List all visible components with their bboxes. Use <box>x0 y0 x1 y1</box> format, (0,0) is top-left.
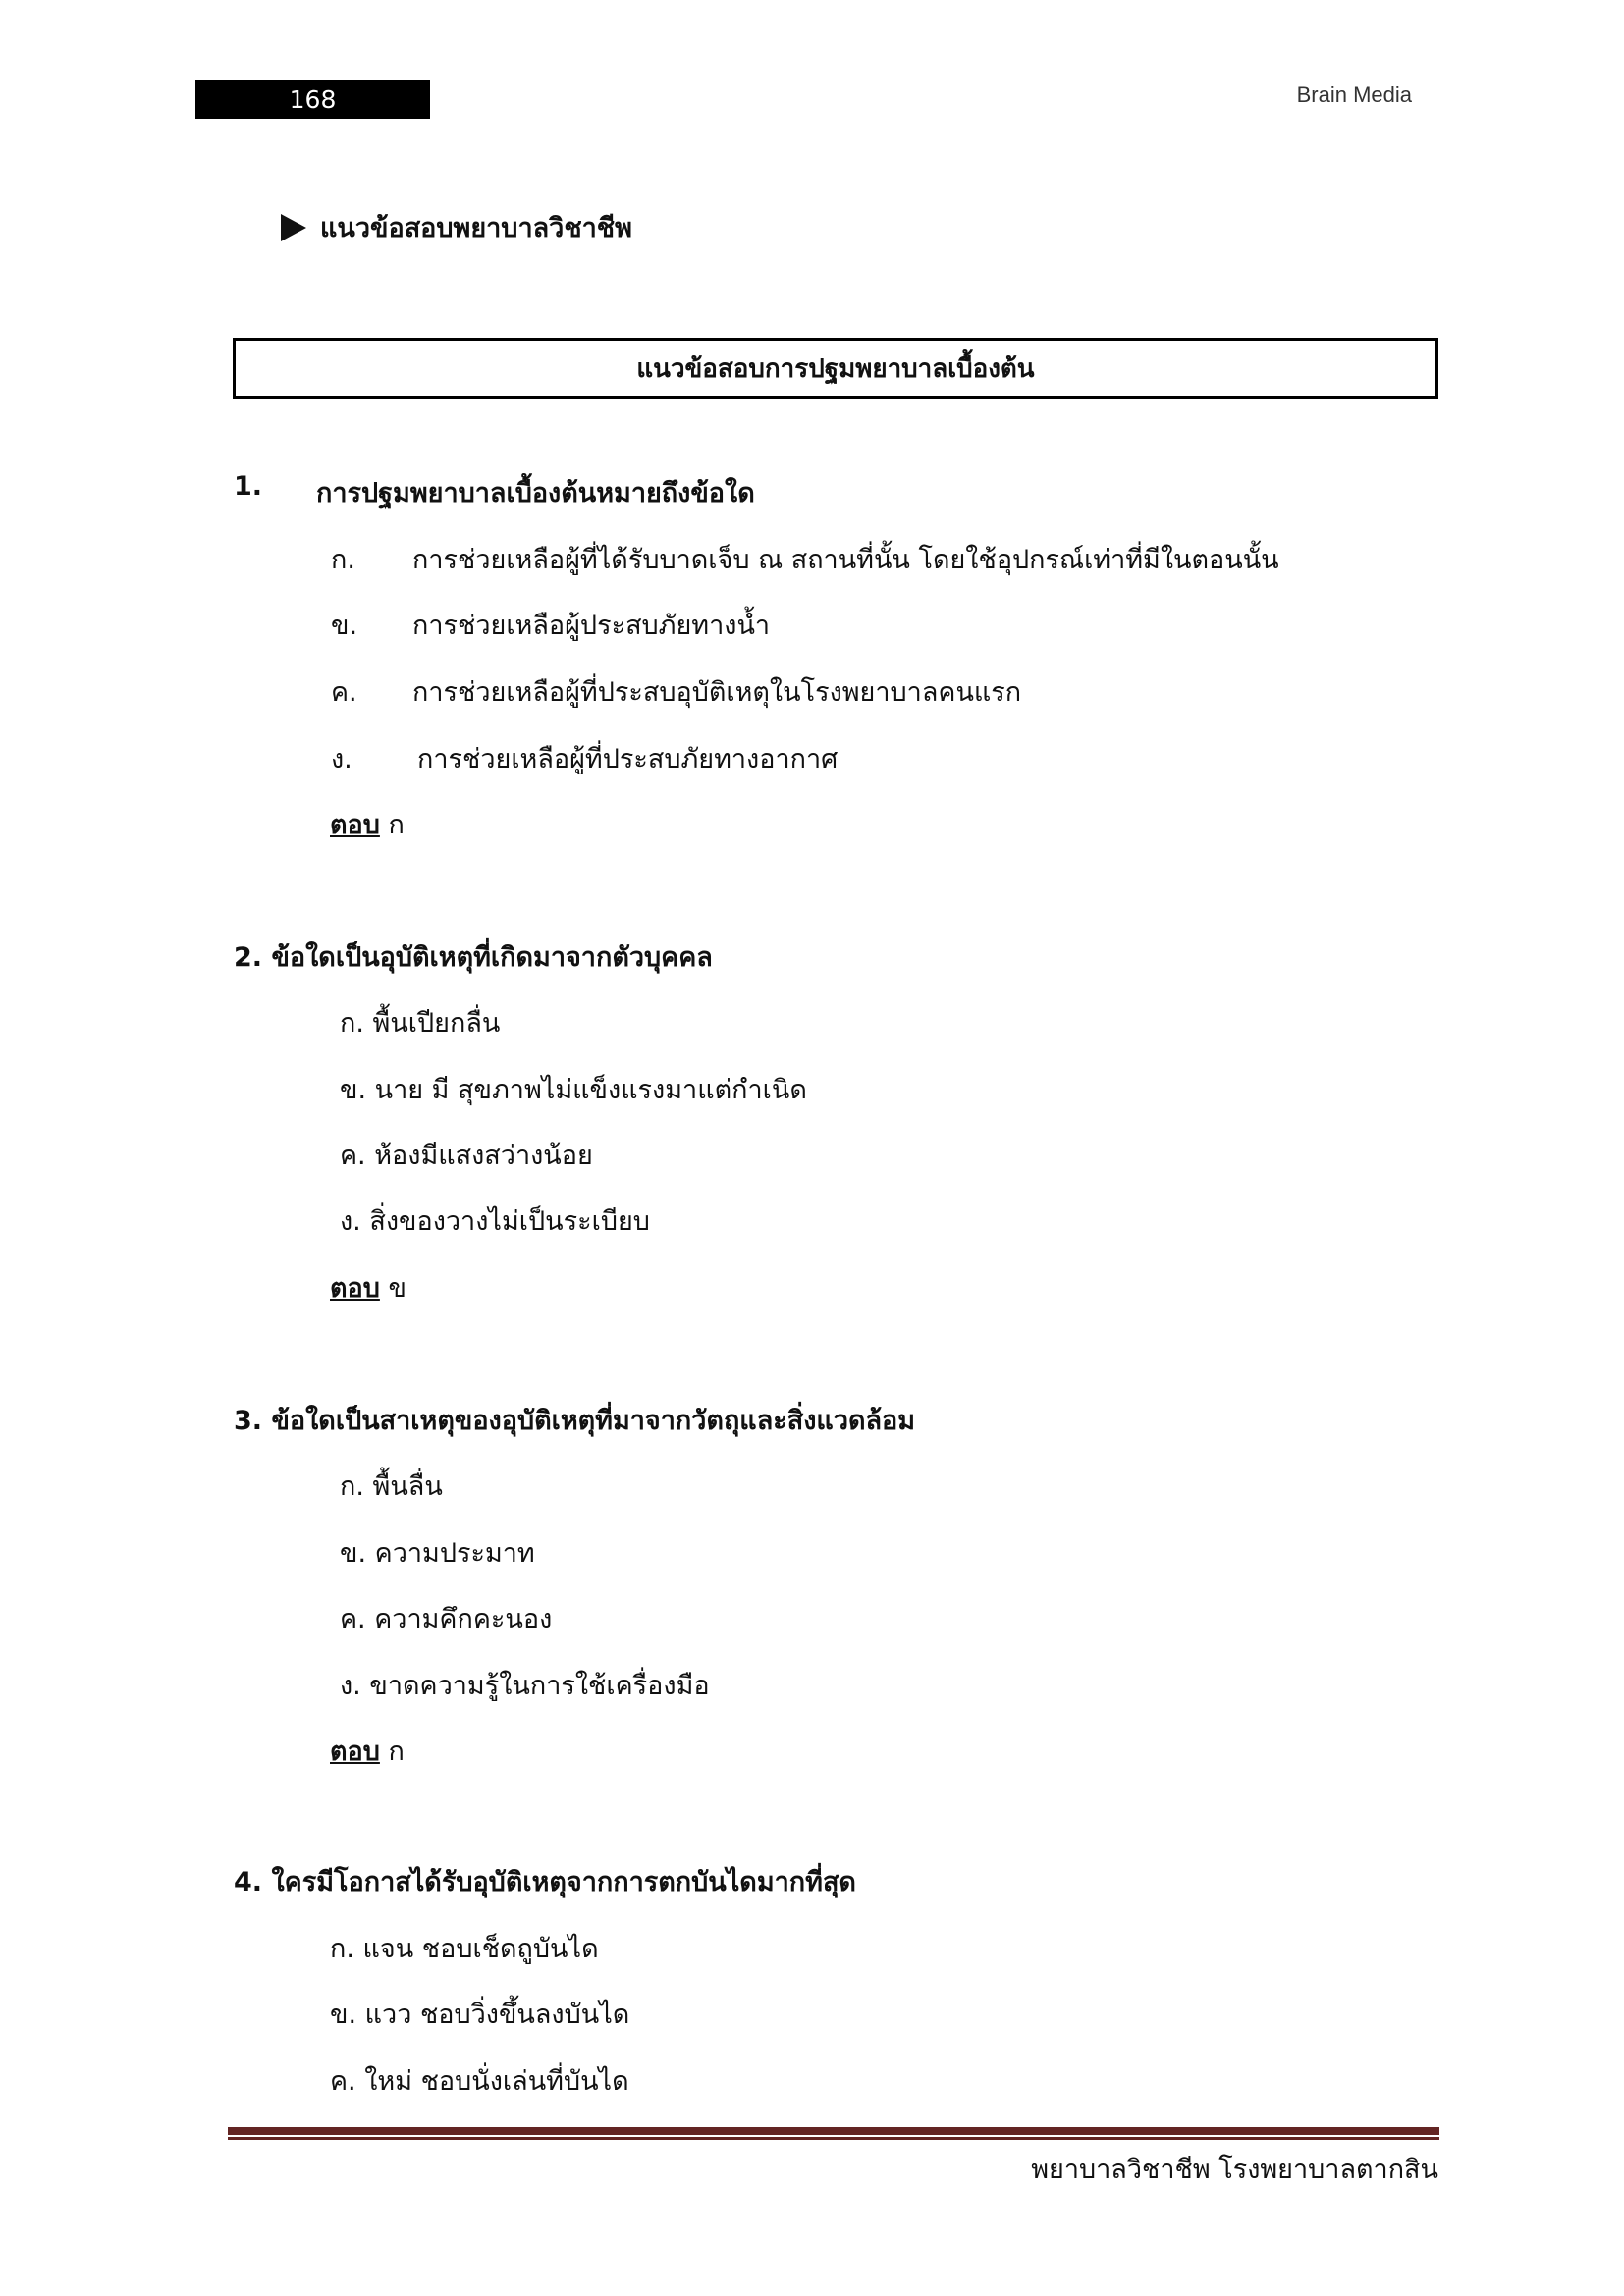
option <box>340 1465 443 1507</box>
option-label: ก. <box>340 1471 364 1502</box>
option <box>340 1134 593 1176</box>
question-text: ข้อใดเป็นอุบัติเหตุที่เกิดมาจากตัวบุคคล <box>271 942 713 973</box>
option-text: ห้องมีแสงสว่างน้อย <box>374 1141 593 1171</box>
question-text: การปฐมพยาบาลเบื้องต้นหมายถึงข้อใด <box>316 478 755 508</box>
option-text: ความประมาท <box>374 1538 535 1569</box>
option-text: แวว ชอบวิ่งขึ้นลงบันได <box>364 2000 630 2030</box>
option <box>330 1927 599 1969</box>
option-text: ความคึกคะนอง <box>374 1604 553 1634</box>
question-number: 1. <box>234 471 263 502</box>
option-label: ก. <box>331 545 355 575</box>
option-text: การช่วยเหลือผู้ที่ประสบภัยทางอากาศ <box>417 744 839 774</box>
option-label: ก. <box>340 1008 364 1039</box>
option <box>330 1993 629 2035</box>
option-label: ค. <box>330 2066 356 2097</box>
page-number: 168 <box>195 80 430 119</box>
answer-line <box>330 803 405 845</box>
question-number: 3. <box>234 1406 263 1436</box>
option-label: ง. <box>331 744 352 774</box>
option-label: ค. <box>340 1141 366 1171</box>
answer-label: ตอบ <box>330 1736 380 1767</box>
option-text: การช่วยเหลือผู้ที่ประสบอุบัติเหตุในโรงพยาบาลคนแรก <box>412 677 1022 708</box>
title-box-text: แนวข้อสอบการปฐมพยาบาลเบื้องต้น <box>636 353 1035 384</box>
publisher-name: Brain Media <box>1296 82 1412 107</box>
option-text: สิ่งของวางไม่เป็นระเบียบ <box>369 1206 650 1237</box>
footer-divider-thick <box>228 2127 1439 2135</box>
arrow-bullet-icon <box>281 214 306 241</box>
answer-label: ตอบ <box>330 810 380 840</box>
question-line <box>234 935 713 978</box>
option <box>340 1531 535 1574</box>
option-text: การช่วยเหลือผู้ประสบภัยทางน้ำ <box>412 611 771 641</box>
option-text: การช่วยเหลือผู้ที่ได้รับบาดเจ็บ ณ สถานที่นั้น โดยใช้อุปกรณ์เท่าที่มีในตอนนั้น <box>412 545 1279 575</box>
option-text: พื้นลื่น <box>372 1471 443 1502</box>
footer-text: พยาบาลวิชาชีพ โรงพยาบาลตากสิน <box>1031 2155 1438 2185</box>
option-text: พื้นเปียกลื่น <box>372 1008 501 1039</box>
section-heading-text: แนวข้อสอบพยาบาลวิชาชีพ <box>320 213 632 243</box>
question-text: ข้อใดเป็นสาเหตุของอุบัติเหตุที่มาจากวัตถุและสิ่งแวดล้อม <box>271 1406 916 1436</box>
question-text: ใครมีโอกาสได้รับอุบัติเหตุจากการตกบันไดมากที่สุด <box>271 1867 856 1897</box>
answer-line <box>330 1266 406 1308</box>
option-label: ข. <box>340 1075 367 1105</box>
answer-value: ก <box>388 810 405 840</box>
answer-value: ก <box>388 1736 405 1767</box>
option-label: ค. <box>331 677 357 708</box>
option <box>340 1001 500 1043</box>
option-text: แจน ชอบเช็ดถูบันได <box>362 1934 599 1964</box>
option <box>330 2059 629 2102</box>
option-label: ข. <box>340 1538 367 1569</box>
option <box>340 1664 710 1706</box>
option-text: นาย มี สุขภาพไม่แข็งแรงมาแต่กำเนิด <box>374 1075 807 1105</box>
option <box>340 1068 807 1110</box>
answer-label: ตอบ <box>330 1273 380 1304</box>
option <box>340 1597 552 1639</box>
option-label: ค. <box>340 1604 366 1634</box>
footer-divider-thin <box>228 2137 1439 2140</box>
option-label: ก. <box>330 1934 354 1964</box>
option <box>340 1200 650 1242</box>
answer-value: ข <box>388 1273 406 1304</box>
question-line <box>234 1399 915 1441</box>
question-number: 2. <box>234 942 263 973</box>
option-label: ง. <box>340 1671 361 1701</box>
option-text: ขาดความรู้ในการใช้เครื่องมือ <box>369 1671 710 1701</box>
title-box <box>233 338 1438 399</box>
question-line <box>234 1860 856 1902</box>
option-label: ข. <box>331 611 358 641</box>
question-number: 4. <box>234 1867 263 1897</box>
option-text: ใหม่ ชอบนั่งเล่นที่บันได <box>364 2066 629 2097</box>
answer-line <box>330 1730 405 1772</box>
section-heading <box>281 206 632 248</box>
option-label: ง. <box>340 1206 361 1237</box>
option-label: ข. <box>330 2000 357 2030</box>
